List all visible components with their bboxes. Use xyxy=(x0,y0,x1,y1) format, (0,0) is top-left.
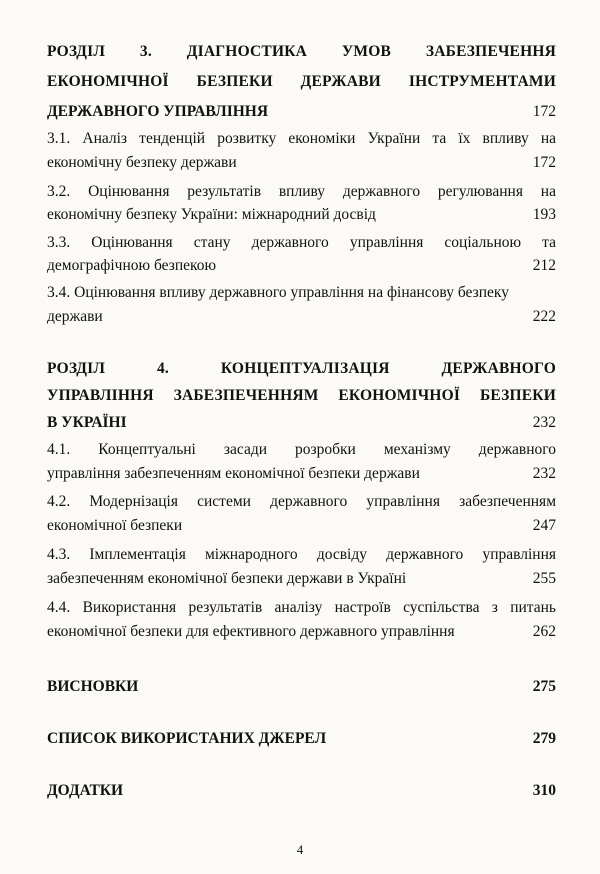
section-4-2-page: 247 xyxy=(532,517,556,534)
section-3-1-page: 172 xyxy=(532,154,556,171)
section-4-4-line-1: 4.4. Використання результатів аналізу настроїв суспільства з питань xyxy=(47,599,556,616)
section-3-3-line-1: 3.3. Оцінювання стану державного управління соціальною та xyxy=(47,234,556,251)
section-3-4-page: 222 xyxy=(532,308,556,325)
section-3-4-line-1: 3.4. Оцінювання впливу державного управління на фінансову безпеку xyxy=(47,284,509,301)
section-3-4-line-2: держави xyxy=(47,308,103,325)
chapter-3-title-line-3: ДЕРЖАВНОГО УПРАВЛІННЯ xyxy=(47,103,269,120)
section-4-4-line-2: економічної безпеки для ефективного державного управління xyxy=(47,623,455,640)
section-4-1-line-2: управління забезпеченням економічної безпеки держави xyxy=(47,465,420,482)
section-4-4-page: 262 xyxy=(532,623,556,640)
section-3-1-line-2: економічну безпеку держави xyxy=(47,154,237,171)
section-3-2-page: 193 xyxy=(532,206,556,223)
appendices-title: ДОДАТКИ xyxy=(47,782,124,799)
section-3-2-line-2: економічну безпеку України: міжнародний досвід xyxy=(47,206,376,223)
conclusions-title: ВИСНОВКИ xyxy=(47,678,139,695)
chapter-3-page: 172 xyxy=(532,103,556,120)
section-3-3-page: 212 xyxy=(532,257,556,274)
page-number: 4 xyxy=(296,842,304,857)
chapter-4-page: 232 xyxy=(532,414,556,431)
section-4-3-page: 255 xyxy=(532,570,556,587)
section-3-2-line-1: 3.2. Оцінювання результатів впливу державного регулювання на xyxy=(47,183,556,200)
section-3-1-line-1: 3.1. Аналіз тенденцій розвитку економіки України та їх впливу на xyxy=(47,130,556,147)
chapter-3-title-line-2: ЕКОНОМІЧНОЇ БЕЗПЕКИ ДЕРЖАВИ ІНСТРУМЕНТАМИ xyxy=(47,73,556,90)
section-4-2-line-2: економічної безпеки xyxy=(47,517,183,534)
chapter-4-title-line-2: УПРАВЛІННЯ ЗАБЕЗПЕЧЕННЯМ ЕКОНОМІЧНОЇ БЕЗПЕКИ xyxy=(47,387,556,404)
section-4-3-line-1: 4.3. Імплементація міжнародного досвіду державного управління xyxy=(47,546,556,563)
section-4-3-line-2: забезпеченням економічної безпеки держави в Україні xyxy=(47,570,407,587)
references-title: СПИСОК ВИКОРИСТАНИХ ДЖЕРЕЛ xyxy=(47,730,327,747)
chapter-3-title-line-1: РОЗДІЛ 3. ДІАГНОСТИКА УМОВ ЗАБЕЗПЕЧЕННЯ xyxy=(47,43,556,60)
references-page: 279 xyxy=(532,730,556,747)
section-3-3-line-2: демографічною безпекою xyxy=(47,257,217,274)
conclusions-page: 275 xyxy=(532,678,556,695)
section-4-1-page: 232 xyxy=(532,465,556,482)
chapter-4-title-line-3: В УКРАЇНІ xyxy=(47,414,127,431)
appendices-page: 310 xyxy=(532,782,556,799)
chapter-4-title-line-1: РОЗДІЛ 4. КОНЦЕПТУАЛІЗАЦІЯ ДЕРЖАВНОГО xyxy=(47,360,556,377)
section-4-1-line-1: 4.1. Концептуальні засади розробки механізму державного xyxy=(47,441,556,458)
section-4-2-line-1: 4.2. Модернізація системи державного управління забезпеченням xyxy=(47,493,556,510)
